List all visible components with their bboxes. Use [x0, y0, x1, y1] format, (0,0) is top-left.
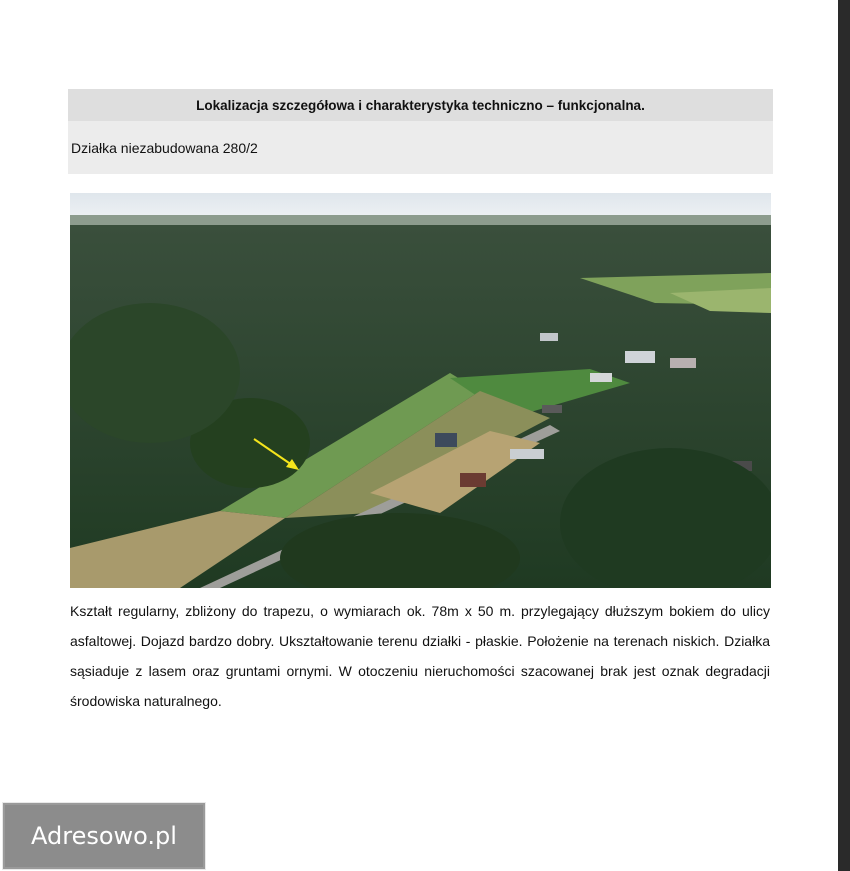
- section-header: [68, 89, 773, 121]
- section-title: Lokalizacja szczegółowa i charakterystyka techniczno – funkcjonalna.: [196, 97, 645, 113]
- watermark-logo[interactable]: [2, 802, 206, 870]
- aerial-photo: [70, 193, 771, 588]
- plot-description: Kształt regularny, zbliżony do trapezu, o wymiarach ok. 78m x 50 m. przylegający dłuższym bokiem do ulicy asfaltowej. Dojazd bardzo dobry. Ukształtowanie terenu działki - płaskie. Położenie na terenach niskich. Działka sąsiaduje z lasem oraz gruntami ornymi. W otoczeniu nieruchomości szacowanej brak jest oznak degradacji środowiska naturalnego.: [70, 603, 770, 709]
- plot-subtitle: Działka niezabudowana 280/2: [71, 139, 258, 156]
- plot-subtitle-band: [68, 121, 773, 174]
- page-edge: [838, 0, 850, 871]
- watermark-text: Adresowo.pl: [31, 822, 177, 850]
- aerial-photo-illustration: [70, 193, 771, 588]
